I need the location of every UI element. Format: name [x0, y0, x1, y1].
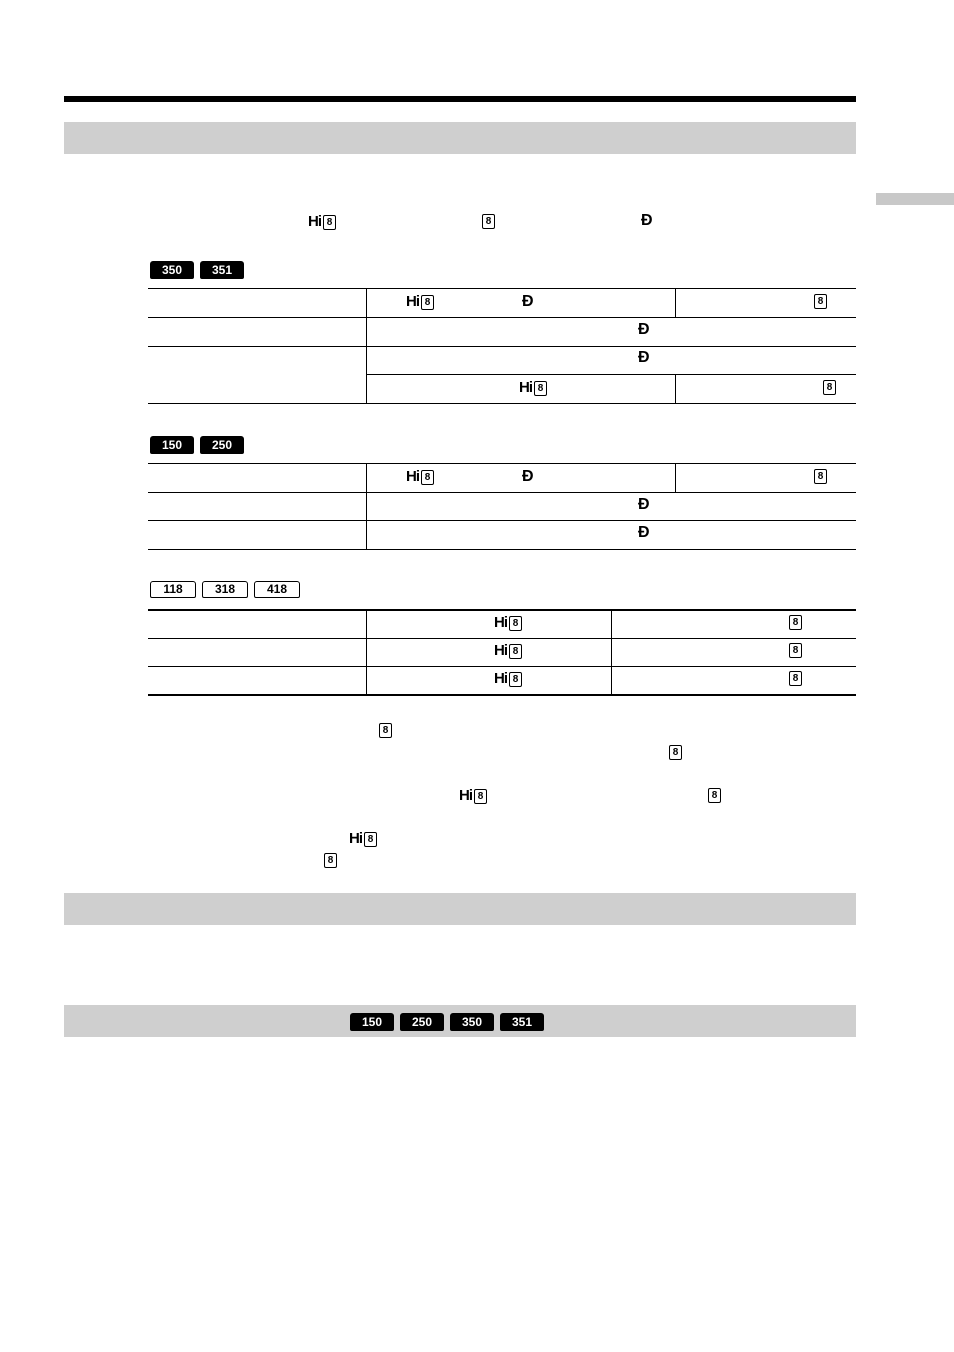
compat-table-3	[148, 609, 856, 696]
table-divider	[675, 288, 676, 317]
side-tab	[876, 193, 954, 205]
table-divider	[611, 609, 612, 696]
video8-logo: 8	[814, 294, 827, 309]
video8-logo: 8	[789, 615, 802, 630]
table-rule	[148, 492, 856, 493]
digital8-logo: Ð	[638, 496, 650, 513]
table-divider	[675, 374, 676, 403]
model-badges-2	[150, 436, 244, 454]
model-badge: 350	[150, 261, 194, 279]
table-divider	[675, 463, 676, 492]
table-rule	[148, 666, 856, 667]
digital8-logo: Ð	[638, 321, 650, 338]
model-badge: 351	[200, 261, 244, 279]
video8-logo: 8	[814, 469, 827, 484]
table-rule	[148, 288, 856, 289]
digital8-logo: Ð	[522, 468, 534, 485]
model-badge: 250	[400, 1013, 444, 1031]
table-rule	[148, 549, 856, 550]
model-badge: 150	[350, 1013, 394, 1031]
model-badges-3	[150, 581, 300, 598]
video8-logo: 8	[324, 853, 337, 868]
hi8-logo: H i 8	[459, 789, 487, 803]
digital8-logo: Ð	[638, 349, 650, 366]
model-badge: 350	[450, 1013, 494, 1031]
section-header-band-1	[64, 122, 856, 154]
table-rule	[366, 374, 856, 375]
table-rule	[148, 403, 856, 404]
model-badge: 318	[202, 581, 248, 598]
video8-logo: 8	[789, 643, 802, 658]
model-badge: 351	[500, 1013, 544, 1031]
model-badge: 118	[150, 581, 196, 598]
video8-logo: 8	[708, 788, 721, 803]
model-badge: 418	[254, 581, 300, 598]
video8-logo: 8	[789, 671, 802, 686]
video8-logo: 8	[669, 745, 682, 760]
hi8-logo: H i 8	[494, 616, 522, 630]
table-rule	[148, 463, 856, 464]
model-badges-band-3	[350, 1013, 544, 1031]
table-rule	[148, 520, 856, 521]
table-rule	[148, 694, 856, 696]
section-header-band-2	[64, 893, 856, 925]
digital8-logo: Ð	[522, 293, 534, 310]
table-divider	[366, 463, 367, 550]
hi8-logo: H i 8	[494, 672, 522, 686]
table-divider	[366, 288, 367, 404]
compat-table-2	[148, 463, 856, 550]
hi8-logo: H i 8	[406, 295, 434, 309]
hi8-logo: H i 8	[349, 832, 377, 846]
hi8-logo: H i 8	[406, 470, 434, 484]
top-rule	[64, 96, 856, 102]
model-badge: 150	[150, 436, 194, 454]
hi8-logo: H i 8	[308, 215, 336, 229]
hi8-logo: H i 8	[494, 644, 522, 658]
hi8-logo: H i 8	[519, 381, 547, 395]
table-divider	[366, 609, 367, 696]
table-rule	[148, 638, 856, 639]
video8-logo: 8	[823, 380, 836, 395]
table-rule	[148, 317, 856, 318]
digital8-logo: Ð	[638, 524, 650, 541]
table-rule	[148, 346, 856, 347]
model-badges-1	[150, 261, 244, 279]
video8-logo: 8	[379, 723, 392, 738]
model-badge: 250	[200, 436, 244, 454]
digital8-logo: Ð	[641, 212, 653, 229]
video8-logo: 8	[482, 214, 495, 229]
compat-table-1	[148, 288, 856, 404]
table-rule	[148, 609, 856, 611]
